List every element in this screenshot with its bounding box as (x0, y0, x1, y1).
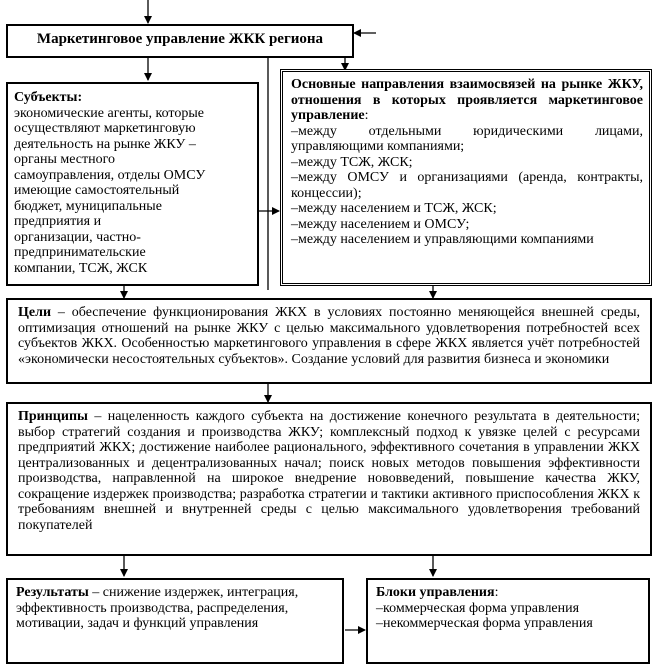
blocks-item: –некоммерческая форма управления (376, 616, 593, 631)
results-label: Результаты (16, 585, 89, 600)
relations-item: –между отдельными юридическими лицами, управляющими компаниями; (291, 123, 643, 154)
relations-item: –между населением и ОМСУ; (291, 216, 470, 232)
principles-label: Принципы (18, 409, 88, 424)
subjects-line: экономические агенты, которые (14, 105, 204, 121)
principles-text: – нацеленность каждого субъекта на достижение конечного результата в деятельности; выбор стратегий создания и производства ЖКУ; комплексный подход к увязке целей с ресурсами предприятий ЖКХ; достижение наиболее рационального, эффективного сочетания в управлении ЖКХ централизованных и децентрализованных начал; поиск новых методов повышения эффективности производства, направленной на широкое внедрение нововведений, повышение качества ЖКУ, сокращение издержек производства; разработка стратегии и тактики активного приспособления ЖКХ к требованиям внешней и внутренней среды с целью максимального удовлетворения требований покупателей (18, 409, 640, 533)
subjects-line: органы местного (14, 152, 115, 167)
relations-item: –между населением и ТСЖ, ЖСК; (291, 201, 497, 216)
subjects-box (6, 82, 259, 286)
relations-item: –между ОМСУ и организациями (аренда, контракты, концессии); (291, 170, 643, 201)
goals-box (6, 298, 652, 384)
diagram-title: Маркетинговое управление ЖКК региона (36, 31, 324, 47)
diagram-title-box (6, 24, 354, 58)
subjects-line: компании, ТСЖ, ЖСК (14, 260, 148, 276)
principles-box (6, 402, 652, 556)
subjects-heading: Субъекты: (14, 90, 83, 105)
blocks-heading-suffix: : (494, 585, 499, 600)
relations-item: –между населением и управляющими компаниями (291, 232, 594, 247)
results-text: – снижение издержек, интеграция, эффективность производства, распределения, мотивации, задач и функций управления (16, 585, 299, 631)
relations-heading-wrap (291, 77, 643, 124)
subjects-line: бюджет, муниципальные (14, 198, 162, 214)
relations-heading-suffix: : (364, 108, 369, 123)
subjects-line: предпринимательские (14, 245, 146, 260)
subjects-line: осуществляют маркетинговую (14, 121, 196, 136)
blocks-heading: Блоки управления (376, 585, 495, 600)
subjects-line: имеющие самостоятельный (14, 183, 180, 198)
subjects-line: самоуправления, отделы ОМСУ (14, 167, 206, 183)
subjects-line: организации, частно- (14, 229, 141, 245)
relations-item: –между ТСЖ, ЖСК; (291, 154, 413, 170)
blocks-item: –коммерческая форма управления (376, 600, 580, 616)
relations-box (280, 69, 652, 286)
results-box (6, 578, 344, 664)
subjects-line: предприятия и (14, 214, 102, 229)
goals-label: Цели (18, 305, 52, 320)
blocks-box (366, 578, 650, 664)
subjects-line: деятельность на рынке ЖКУ – (14, 136, 196, 152)
blocks-heading-wrap (376, 585, 642, 601)
relations-heading: Основные направления взаимосвязей на рынке ЖКУ, отношения в которых проявляется маркетинговое управление (291, 77, 643, 123)
goals-text: – обеспечение функционирования ЖКХ в условиях постоянно меняющейся внешней среды, оптимизация отношений на рынке ЖКУ с целью максимального удовлетворения потребностей всех субъектов ЖКХ. Особенностью маркетингового управления в сфере ЖКХ является учёт потребностей «экономически несостоятельных субъектов». Создание условий для развития бизнеса и экономики (18, 305, 640, 367)
